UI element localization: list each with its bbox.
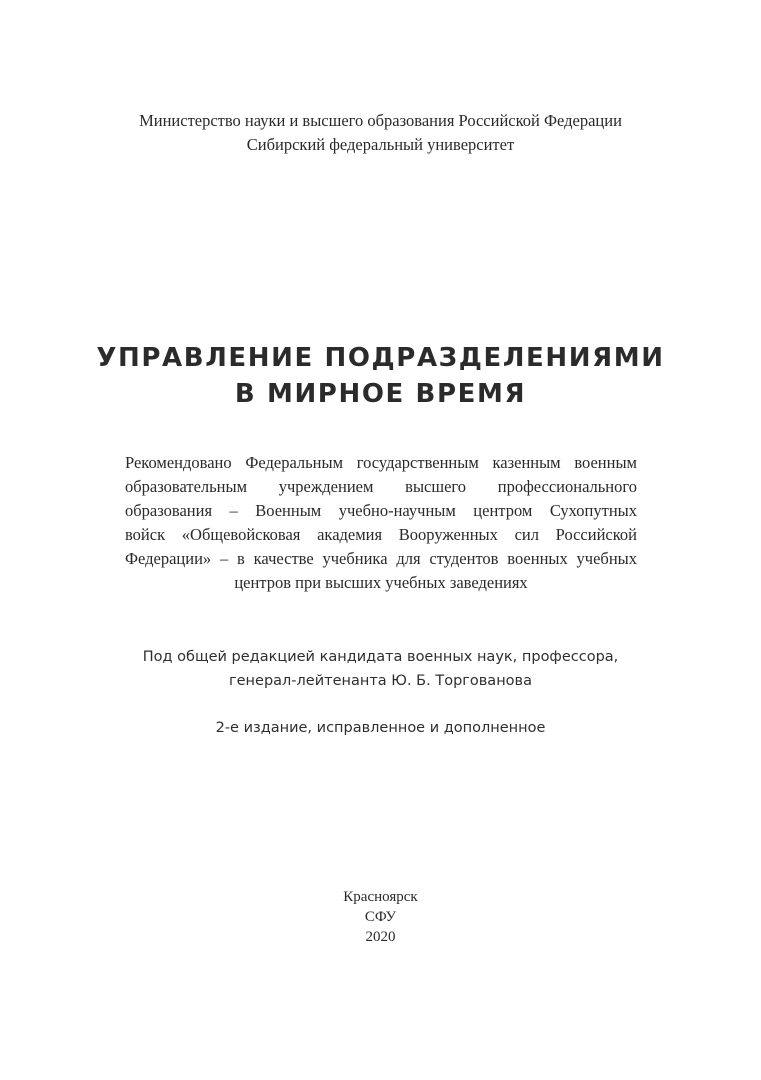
- organization-header: [0, 109, 761, 157]
- recommendation-line: Рекомендовано Федеральным государственным казенным военным: [125, 453, 637, 472]
- imprint-year: 2020: [365, 929, 396, 945]
- book-title: [0, 340, 761, 412]
- book-title-line-1: УПРАВЛЕНИЕ ПОДРАЗДЕЛЕНИЯМИ: [96, 343, 665, 373]
- recommendation-line: Федерации» – в качестве учебника для студентов военных учебных: [125, 549, 637, 568]
- editor-credit: [0, 645, 761, 693]
- ministry-name: Министерство науки и высшего образования Российской Федерации: [139, 111, 622, 130]
- imprint-city: Красноярск: [343, 889, 418, 905]
- edition-note: 2-е издание, исправленное и дополненное: [215, 720, 546, 736]
- editor-credit-line-1: Под общей редакцией кандидата военных наук, профессора,: [142, 649, 619, 665]
- book-title-line-2: В МИРНОЕ ВРЕМЯ: [234, 379, 527, 409]
- recommendation-line: образования – Военным учебно-научным центром Сухопутных: [125, 501, 637, 520]
- recommendation-line: центров при высших учебных заведениях: [234, 573, 528, 592]
- recommendation-line: образовательным учреждением высшего профессионального: [125, 477, 637, 496]
- recommendation-line: войск «Общевойсковая академия Вооруженных сил Российской: [125, 525, 637, 544]
- recommendation-paragraph: [125, 451, 637, 595]
- imprint-publisher: СФУ: [364, 909, 397, 925]
- editor-credit-line-2: генерал-лейтенанта Ю. Б. Торгованова: [229, 673, 532, 689]
- imprint: [0, 887, 761, 947]
- university-name: Сибирский федеральный университет: [246, 135, 515, 154]
